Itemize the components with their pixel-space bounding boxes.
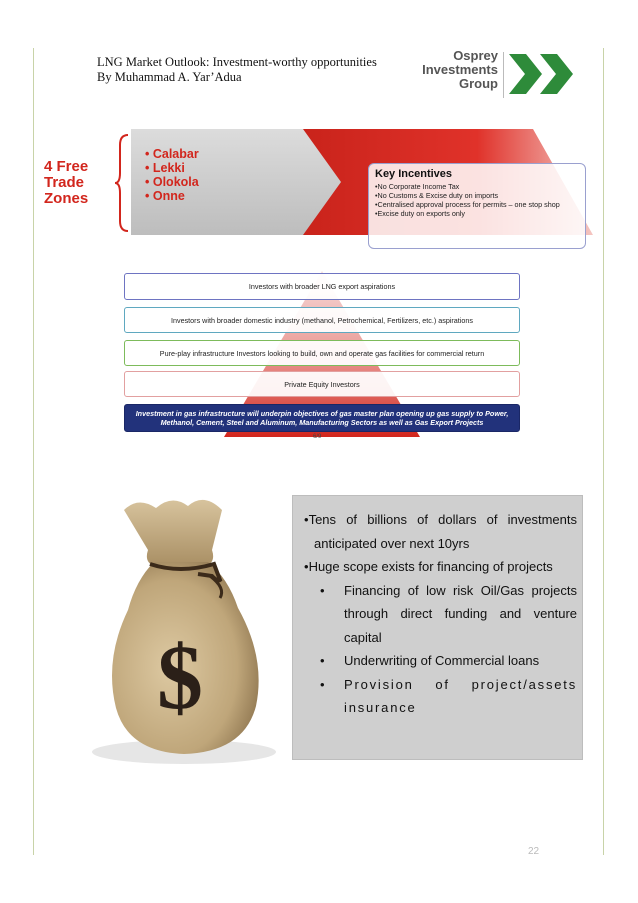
- document-title: LNG Market Outlook: Investment-worthy opportunities: [97, 55, 377, 69]
- tier-private-equity: [124, 371, 520, 397]
- incentive-item: •No Corporate Income Tax: [375, 182, 460, 191]
- zone-item: • Lekki: [145, 161, 341, 175]
- tier-label: Investors with broader LNG export aspirations: [248, 282, 396, 291]
- sub-bullet-insurance: • Provision of project/assets insurance: [304, 673, 577, 720]
- tier-label: Pure-play infrastructure Investors looking to build, own and operate gas facilities for commercial return: [159, 348, 485, 358]
- sub-bullet-direct-funding: • Financing of low risk Oil/Gas projects through direct funding and venture capital: [304, 579, 577, 650]
- page-number: 22: [528, 846, 540, 857]
- incentive-item: •Excise duty on exports only: [375, 209, 466, 218]
- zone-item: • Onne: [145, 189, 341, 203]
- zone-item: • Calabar: [145, 147, 341, 161]
- left-margin-line: [33, 48, 34, 855]
- brace-icon: [114, 133, 130, 233]
- logo-line-2: Investments: [422, 62, 498, 77]
- money-bag-icon: [76, 490, 288, 786]
- slide-number: 6/9: [313, 434, 322, 440]
- bullet-investments: • Tens of billions of dollars of investments anticipated over next 10yrs: [304, 508, 577, 555]
- incentive-item: •Centralised approval process for permits – one stop shop: [375, 200, 560, 209]
- double-chevron-icon: [507, 51, 579, 97]
- financing-opportunities-box: [293, 496, 582, 759]
- sub-bullet-underwriting: • Underwriting of Commercial loans: [304, 649, 577, 673]
- document-author: By Muhammad A. Yar’Adua: [97, 70, 242, 84]
- tier-domestic-industry: [124, 307, 520, 333]
- right-margin-line: [603, 48, 604, 855]
- incentive-item: •No Customs & Excise duty on imports: [375, 191, 499, 200]
- logo-line-3: Group: [459, 76, 498, 91]
- logo-wordmark: [412, 49, 498, 91]
- document-header: [97, 55, 377, 85]
- tier-infrastructure: [124, 340, 520, 366]
- tier-label: Private Equity Investors: [284, 379, 360, 389]
- key-incentives-box: [368, 163, 586, 249]
- zone-item: • Olokola: [145, 175, 341, 189]
- bullet-financing-scope: • Huge scope exists for financing of projects: [304, 555, 577, 579]
- logo-line-1: Osprey: [453, 48, 498, 63]
- logo-separator: [503, 52, 504, 98]
- tier-gas-master-plan: [124, 404, 520, 432]
- tier-label: Investors with broader domestic industry (methanol, Petrochemical, Fertilizers, etc.) aspirations: [171, 315, 473, 325]
- tier-lng-export: [124, 273, 520, 300]
- tier-label: Investment in gas infrastructure will underpin objectives of gas master plan opening up gas supply to Power, Methanol, Cement, Steel and Aluminum, Manufacturing Sectors as well as Gas Export Projects: [135, 409, 509, 427]
- free-trade-zones-label: 4 Free Trade Zones: [44, 158, 89, 207]
- investment-diagram: [44, 121, 592, 451]
- svg-text:$: $: [157, 626, 203, 728]
- key-incentives-title: Key Incentives: [375, 168, 453, 180]
